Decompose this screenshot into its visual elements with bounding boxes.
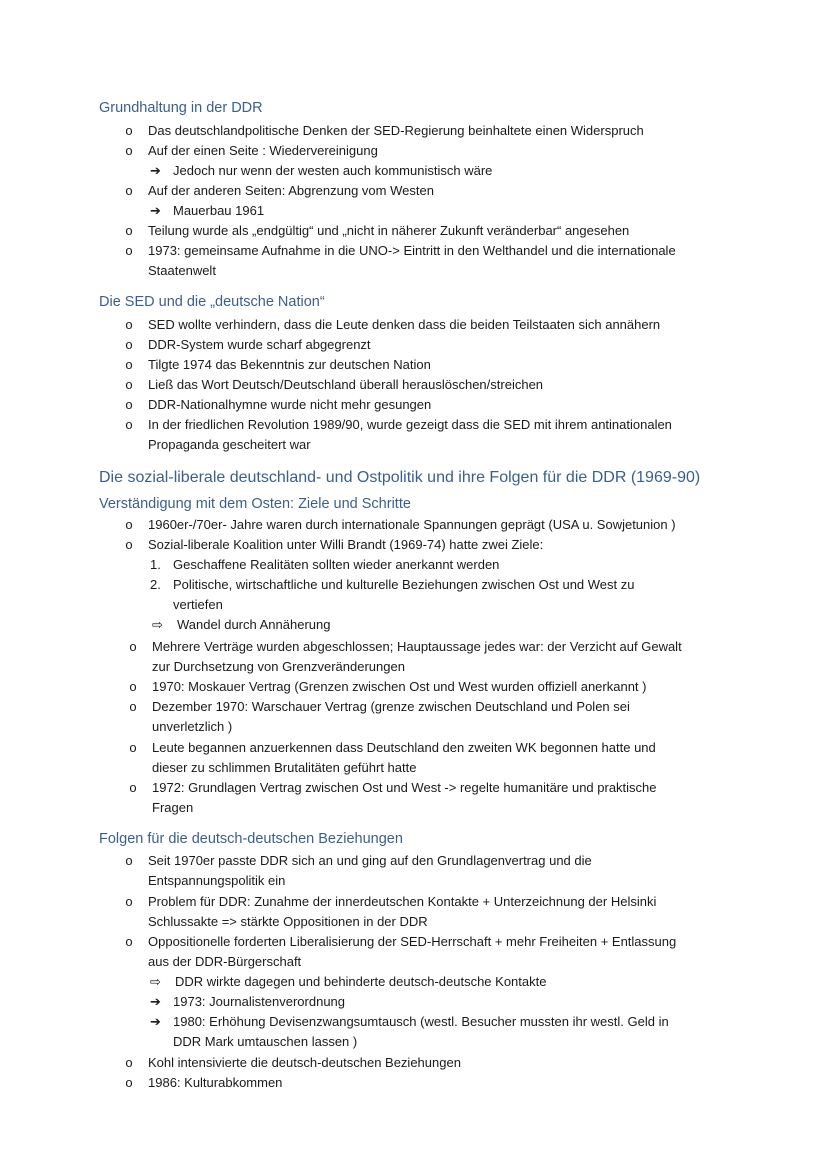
list-item: Auf der anderen Seiten: Abgrenzung vom Westen [148, 183, 434, 198]
list-item-continued: Schlussakte => stärkte Oppositionen in der DDR [148, 914, 428, 929]
bullet: o [125, 337, 133, 352]
list-item-continued: Entspannungspolitik ein [148, 873, 286, 888]
sub-item: 1980: Erhöhung Devisenzwangsumtausch (westl. Besucher mussten ihr westl. Geld in [173, 1014, 669, 1029]
list-item-continued: dieser zu schlimmen Brutalitäten geführt hatte [152, 760, 417, 775]
arrow-right-icon: ➔ [150, 1014, 161, 1029]
list-number: 1. [150, 557, 161, 572]
sub-item: Mauerbau 1961 [173, 203, 265, 218]
bullet: o [129, 780, 137, 795]
sub-item-continued: DDR Mark umtauschen lassen ) [173, 1034, 358, 1049]
bullet: o [125, 934, 133, 949]
heading-grundhaltung: Grundhaltung in der DDR [99, 100, 263, 116]
bullet: o [125, 397, 133, 412]
numbered-item-continued: vertiefen [173, 597, 223, 612]
list-item: DDR-Nationalhymne wurde nicht mehr gesungen [148, 397, 432, 412]
bullet: o [125, 1075, 133, 1090]
bullet: o [125, 377, 133, 392]
list-item: Mehrere Verträge wurden abgeschlossen; Hauptaussage jedes war: der Verzicht auf Gewalt [152, 639, 682, 654]
list-item: Kohl intensivierte die deutsch-deutschen Beziehungen [148, 1055, 461, 1070]
list-item: Seit 1970er passte DDR sich an und ging auf den Grundlagenvertrag und die [148, 853, 592, 868]
arrow-right-icon: ➔ [150, 163, 161, 178]
list-item: 1972: Grundlagen Vertrag zwischen Ost und West -> regelte humanitäre und praktische [152, 780, 657, 795]
bullet: o [125, 357, 133, 372]
list-item: Auf der einen Seite : Wiedervereinigung [148, 143, 378, 158]
list-item-continued: unverletzlich ) [152, 719, 233, 734]
list-item: Teilung wurde als „endgültig“ und „nicht in näherer Zukunft veränderbar“ angesehen [148, 223, 630, 238]
bullet: o [125, 317, 133, 332]
bullet: o [129, 740, 137, 755]
sub-item: 1973: Journalistenverordnung [173, 994, 346, 1009]
list-item: Das deutschlandpolitische Denken der SED-Regierung beinhaltete einen Widerspruch [148, 123, 644, 138]
list-item-continued: aus der DDR-Bürgerschaft [148, 954, 302, 969]
bullet: o [125, 183, 133, 198]
list-item: 1970: Moskauer Vertrag (Grenzen zwischen Ost und West wurden offiziell anerkannt ) [152, 679, 647, 694]
bullet: o [125, 223, 133, 238]
bullet: o [129, 639, 137, 654]
arrow-right-icon: ➔ [150, 203, 161, 218]
bullet: o [125, 417, 133, 432]
list-item-continued: Staatenwelt [148, 263, 216, 278]
list-item: Problem für DDR: Zunahme der innerdeutschen Kontakte + Unterzeichnung der Helsinki [148, 894, 657, 909]
numbered-item: Geschaffene Realitäten sollten wieder anerkannt werden [173, 557, 500, 572]
bullet: o [125, 123, 133, 138]
list-item: Tilgte 1974 das Bekenntnis zur deutschen Nation [148, 357, 431, 372]
list-item: Leute begannen anzuerkennen dass Deutschland den zweiten WK begonnen hatte und [152, 740, 656, 755]
sub-item: Wandel durch Annäherung [177, 617, 331, 632]
main-heading: Die sozial-liberale deutschland- und Ostpolitik und ihre Folgen für die DDR (1969-90) [99, 469, 701, 486]
sub-item: DDR wirkte dagegen und behinderte deutsch-deutsche Kontakte [175, 974, 547, 989]
heading-nation: Die SED und die „deutsche Nation“ [99, 294, 325, 310]
list-item: 1986: Kulturabkommen [148, 1075, 283, 1090]
numbered-item: Politische, wirtschaftliche und kulturelle Beziehungen zwischen Ost und West zu [173, 577, 635, 592]
bullet: o [125, 1055, 133, 1070]
hollow-arrow-icon: ⇨ [152, 617, 163, 632]
list-number: 2. [150, 577, 161, 592]
list-item: In der friedlichen Revolution 1989/90, wurde gezeigt dass die SED mit ihrem antinationalen [148, 417, 672, 432]
heading-verstaendigung: Verständigung mit dem Osten: Ziele und Schritte [99, 496, 411, 512]
list-item: Ließ das Wort Deutsch/Deutschland überall herauslöschen/streichen [148, 377, 544, 392]
arrow-right-icon: ➔ [150, 994, 161, 1009]
bullet: o [125, 853, 133, 868]
hollow-arrow-icon: ⇨ [150, 974, 161, 989]
bullet: o [125, 894, 133, 909]
list-item-continued: zur Durchsetzung von Grenzveränderungen [152, 659, 405, 674]
bullet: o [129, 679, 137, 694]
list-item: Oppositionelle forderten Liberalisierung der SED-Herrschaft + mehr Freiheiten + Entlassung [148, 934, 677, 949]
list-item-continued: Propaganda gescheitert war [148, 437, 311, 452]
bullet: o [125, 143, 133, 158]
heading-folgen: Folgen für die deutsch-deutschen Beziehungen [99, 831, 403, 847]
list-item: 1960er-/70er- Jahre waren durch internationale Spannungen geprägt (USA u. Sowjetunion ) [148, 517, 676, 532]
list-item: 1973: gemeinsame Aufnahme in die UNO-> Eintritt in den Welthandel und die internationale [148, 243, 676, 258]
list-item: DDR-System wurde scharf abgegrenzt [148, 337, 371, 352]
bullet: o [125, 537, 133, 552]
bullet: o [129, 699, 137, 714]
list-item: Sozial-liberale Koalition unter Willi Brandt (1969-74) hatte zwei Ziele: [148, 537, 544, 552]
list-item: SED wollte verhindern, dass die Leute denken dass die beiden Teilstaaten sich annähern [148, 317, 661, 332]
sub-item: Jedoch nur wenn der westen auch kommunistisch wäre [173, 163, 493, 178]
list-item-continued: Fragen [152, 800, 194, 815]
bullet: o [125, 243, 133, 258]
list-item: Dezember 1970: Warschauer Vertrag (grenze zwischen Deutschland und Polen sei [152, 699, 630, 714]
bullet: o [125, 517, 133, 532]
